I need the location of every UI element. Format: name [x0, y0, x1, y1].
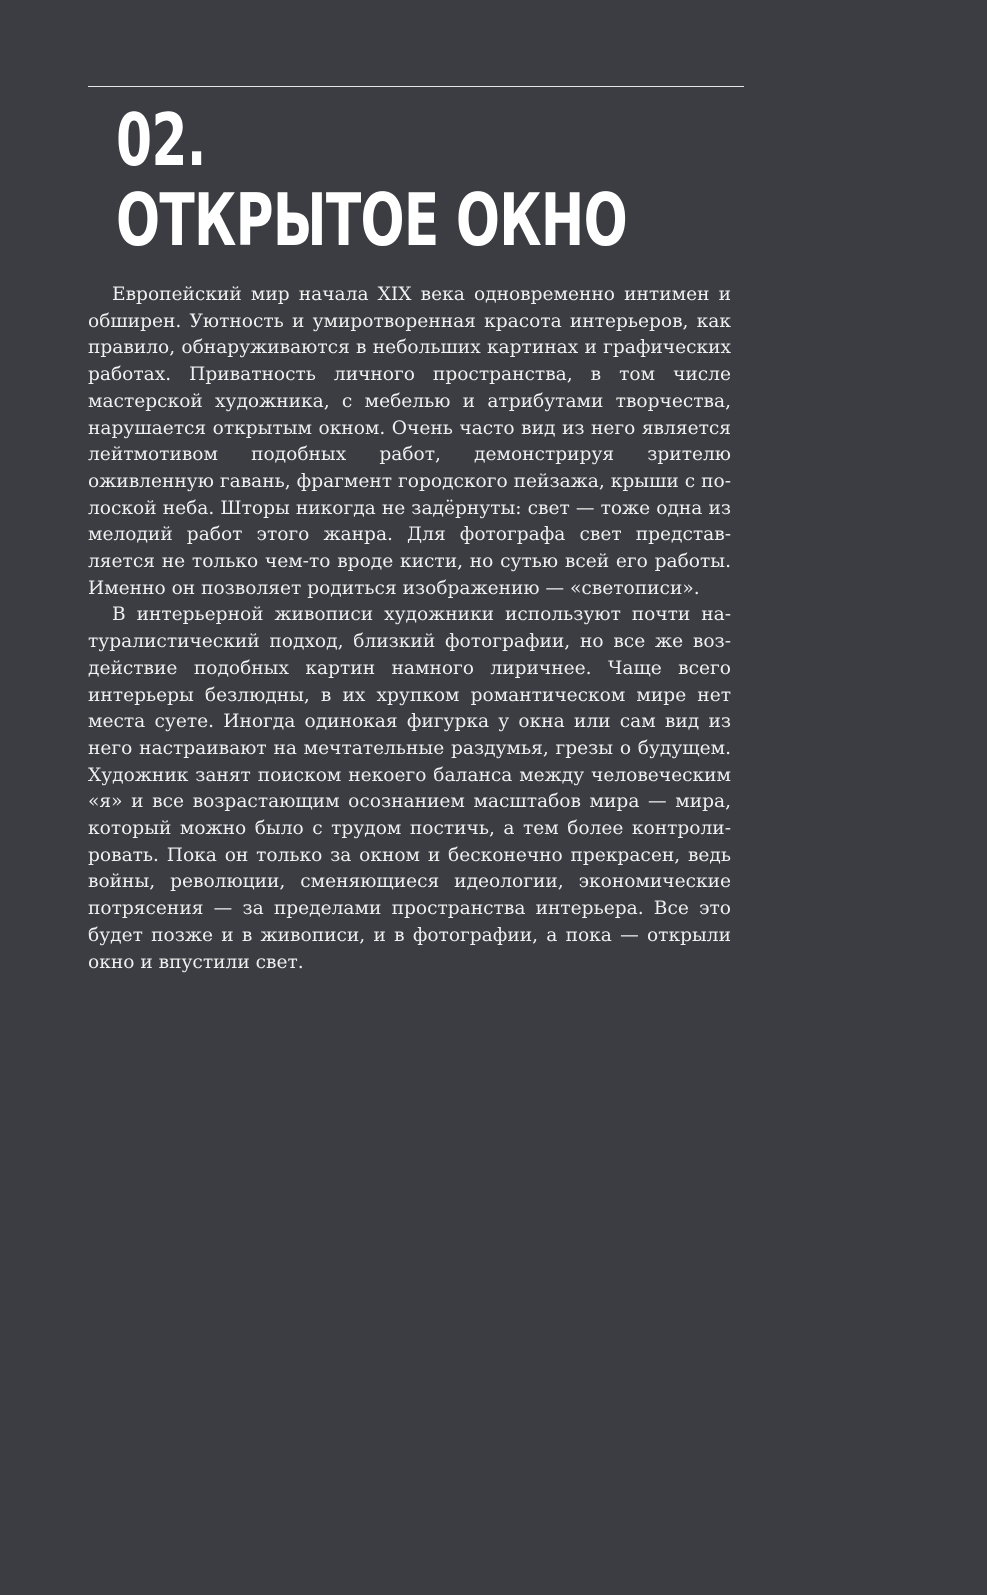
paragraph-2: В интерьерной живописи художники используют почти натуралистический подход, близкий фотографии, но все же воздействие подобных картин намного лиричнее. Чаще всего интерьеры безлюдны, в их хрупком романтическом мире нет места суете. Иногда одинокая фигурка у окна или сам вид из него настраивают на мечтательные раздумья, грезы о будущем. Художник занят поиском некоего баланса между человеческим «я» и все возрастающим осознанием масштабов мира — мира, который можно было с трудом постичь, а тем более контролировать. Пока он только за окном и бесконечно прекрасен, ведь войны, революции, сменяющиеся идеологии, экономические потрясения — за пределами пространства интерьера. Все это будет позже и в живописи, и в фотографии, а пока — открыли окно и впустили свет.	[88, 604, 731, 973]
paragraph-1: Европейский мир начала XIX века одновременно интимен и обширен. Уютность и умиротворенная красота интерьеров, как правило, обнаруживаются в небольших картинах и графических работах. Приватность личного пространства, в том числе мастерской художника, с мебелью и атрибутами творчества, нарушается открытым окном. Очень часто вид из него является лейтмотивом подобных работ, демонстрируя зрителю оживленную гавань, фрагмент городского пейзажа, крыши с полоской неба. Шторы никогда не задёрнуты: свет — тоже одна из мелодий работ этого жанра. Для фотографа свет представляется не только чем-то вроде кисти, но сутью всей его работы. Именно он позволяет родиться изображению — «светописи».	[88, 284, 731, 599]
chapter-heading	[116, 100, 627, 260]
top-rule	[88, 86, 744, 87]
chapter-number: 02.	[116, 98, 206, 182]
chapter-title: ОТКРЫТОЕ ОКНО	[116, 178, 627, 262]
body-text	[88, 282, 731, 976]
